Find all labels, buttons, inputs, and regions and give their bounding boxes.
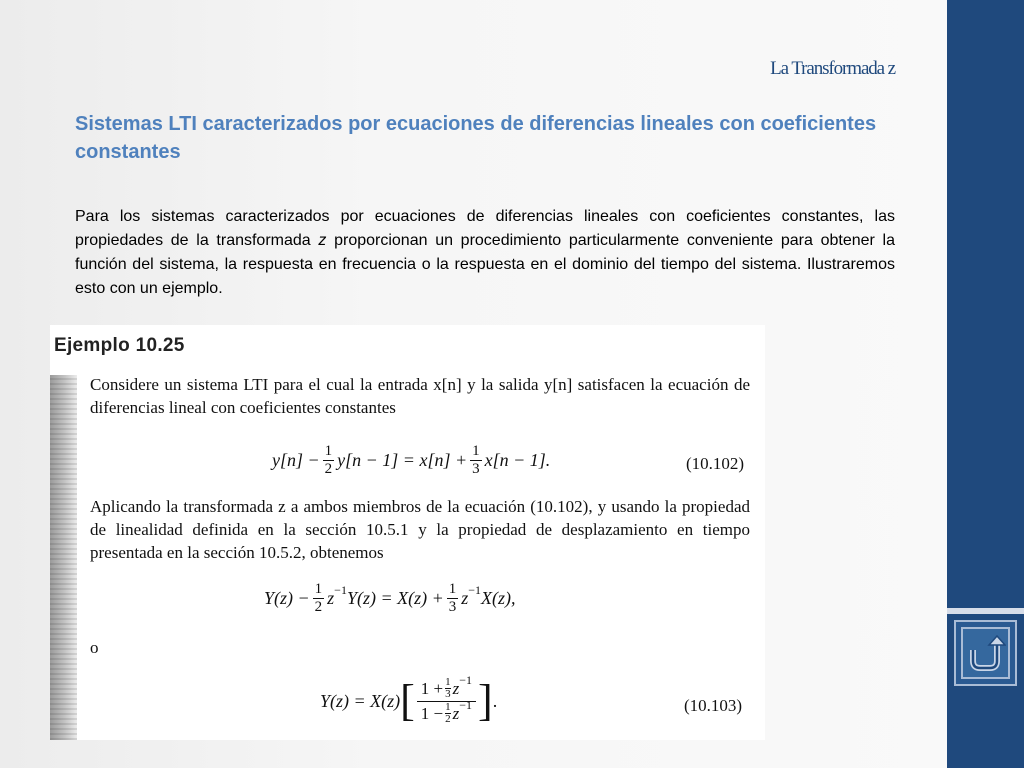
eq1-number: (10.102) (686, 454, 745, 473)
equation-transform (264, 581, 516, 616)
intro-paragraph-italic: z (318, 232, 327, 249)
scanned-example-image (50, 325, 765, 740)
eq3-number: (10.103) (684, 696, 743, 715)
eq1-half-num: 1 (324, 443, 333, 459)
eq3-den-fn: 1 (445, 701, 451, 713)
eq3-den-post: z (452, 703, 460, 723)
return-arrow-icon (966, 633, 1006, 673)
eq3-num-fd: 3 (445, 688, 451, 700)
scan-binding-edge (50, 375, 77, 740)
eq3-num-post: z (452, 678, 460, 698)
equation-10-103 (320, 673, 498, 725)
eq3-end: . (492, 690, 498, 711)
eq3-den-small-frac (445, 702, 451, 725)
eq3-fraction (417, 673, 476, 725)
eq2-half-den: 2 (314, 599, 323, 615)
eq2-b: z (327, 588, 335, 608)
eq1-third-num: 1 (472, 443, 480, 459)
eq2-a: Y(z) − (264, 588, 310, 608)
equation-10-102 (272, 443, 550, 478)
eq1-rhs-end: x[n − 1]. (484, 450, 551, 470)
eq3-den-exp: −1 (459, 698, 473, 712)
eq3-num-small-frac (445, 677, 451, 700)
example-text-1: Considere un sistema LTI para el cual la entrada x[n] y la salida y[n] satisfacen la ecuación de diferencias lineal con coeficientes constantes (90, 375, 750, 417)
slide-header-title: La Transformada z (770, 58, 895, 79)
eq1-third-fraction (470, 443, 482, 478)
return-button[interactable] (954, 620, 1017, 686)
example-text-2: Aplicando la transformada z a ambos miembros de la ecuación (10.102), y usando la propiedad de linealidad definida en la sección 10.5.1 y la propiedad de desplazamiento en tiempo presentada en la sección 10.5.2, obtenemos (90, 497, 750, 562)
eq2-exp2: −1 (468, 583, 482, 597)
eq3-lhs: Y(z) = X(z) (320, 690, 401, 711)
main-heading: Sistemas LTI caracterizados por ecuaciones de diferencias lineales con coeficientes constantes (75, 113, 877, 163)
eq1-lhs-b: y[n − 1] = x[n] + (337, 450, 468, 470)
eq2-exp: −1 (334, 583, 347, 597)
example-label: Ejemplo 10.25 (54, 335, 185, 356)
or-label: o (90, 638, 99, 657)
eq1-lhs-a: y[n] − (272, 450, 320, 470)
intro-paragraph-part1: Para los sistemas caracterizados por ecuaciones de diferencias lineales con coeficientes constantes, las propiedades de la transformada (75, 208, 895, 249)
eq2-third-num: 1 (448, 581, 457, 597)
eq3-den-pre: 1 − (420, 703, 444, 723)
eq2-third-fraction (447, 581, 459, 616)
eq3-right-bracket: ] (478, 676, 493, 725)
eq3-num-exp: −1 (459, 673, 473, 687)
eq2-e: X(z), (481, 588, 516, 608)
intro-paragraph-part2: proporcionan un procedimiento particularmente conveniente para obtener la función del sistema, la respuesta en frecuencia o la respuesta en el dominio del tiempo del sistema. Ilustraremos esto con un ejemplo. (75, 232, 895, 297)
eq3-num-pre: 1 + (420, 678, 444, 698)
eq2-c: Y(z) = X(z) + (346, 588, 444, 608)
eq1-third-den: 3 (472, 461, 480, 477)
intro-paragraph (75, 205, 895, 301)
eq2-half-num: 1 (314, 581, 323, 597)
eq3-denominator (420, 698, 473, 725)
eq3-left-bracket: [ (400, 676, 415, 725)
eq2-half-fraction (313, 581, 325, 616)
eq2-d: z (461, 588, 469, 608)
sidebar-divider (947, 608, 1024, 614)
eq2-third-den: 3 (448, 599, 457, 615)
eq3-den-fd: 2 (445, 713, 451, 725)
eq3-num-fn: 1 (445, 676, 451, 688)
eq1-half-fraction (323, 443, 335, 478)
return-button-frame[interactable] (961, 627, 1010, 679)
eq1-half-den: 2 (324, 461, 333, 477)
